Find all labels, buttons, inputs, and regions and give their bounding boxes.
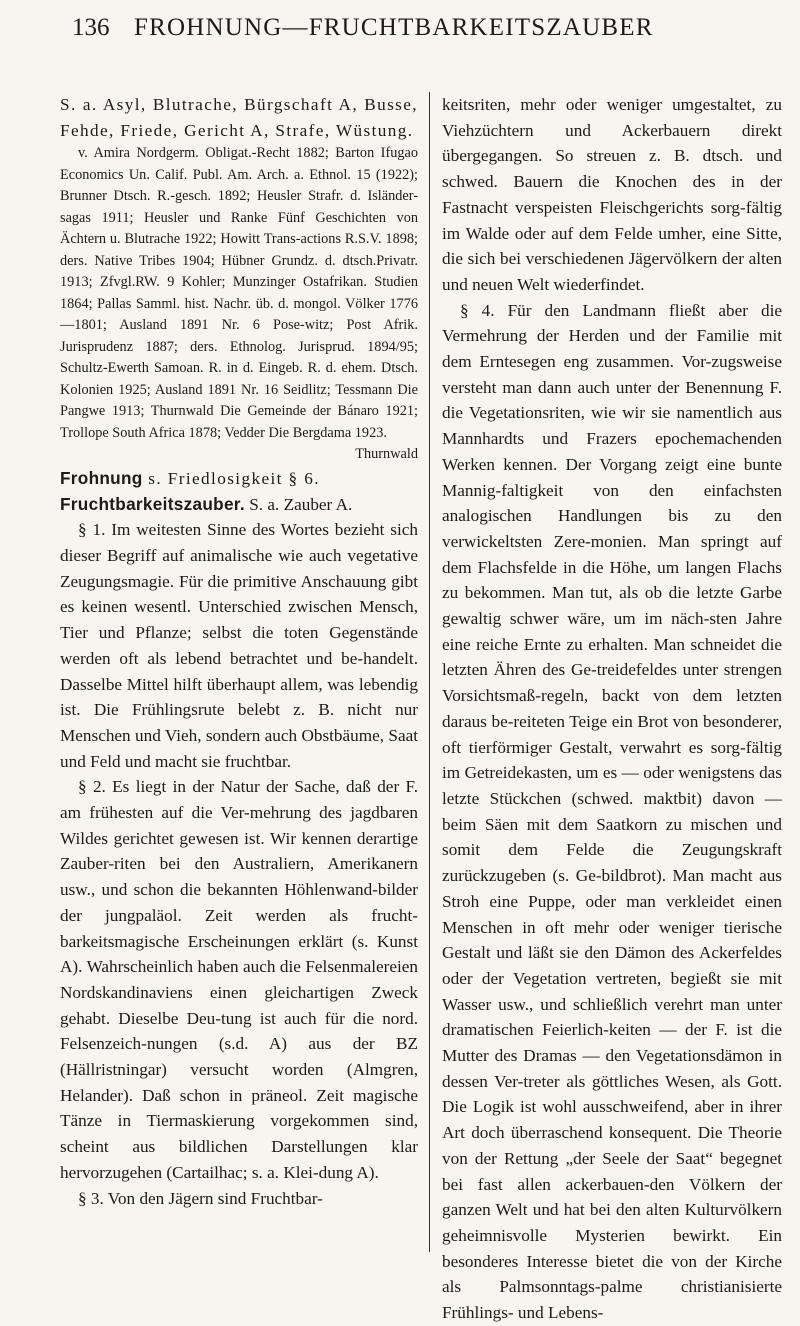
cross-reference: s. Friedlosigkeit § 6. <box>142 468 320 488</box>
page-header <box>0 0 800 70</box>
right-column <box>442 92 782 1326</box>
section-3-start: § 3. Von den Jägern sind Fruchtbar- <box>78 1188 323 1208</box>
cross-reference: S. a. Zauber A. <box>244 494 353 514</box>
section-4: § 4. Für den Landmann fließt aber die Vermehrung der Herden und der Familie mit dem Erntesegen eng zusammen. Vor-zugsweise versteht man dann auch unter der Benennung F. die Vegetationsriten, wie wir sie namentlich aus Mannhardts und Frazers epochemachenden Werken kennen. Der Vorgang zeigt eine bunte Mannig-faltigkeit von den einfachsten analogischen Handlungen bis zu den verwickeltsten Zere-monien. Man springt auf dem Flachsfelde in die Höhe, um langen Flachs zu bekommen. Man tut, als ob die letzte Garbe gewaltig schwer wäre, um im näch-sten Jahre eine reiche Ernte zu erhalten. Man schneidet die letzten Ähren des Ge-treidefeldes unter strengen Vorsichtsmaß-regeln, backt von dem letzten daraus be-reiteten Teige ein Brot von besonderer, oft tierförmiger Gestalt, verwahrt es sorg-fältig im Getreidekasten, um es — oder wenigstens das letzte Stückchen (schwed. maktbit) davon — beim Säen mit dem Saatkorn zu mischen und somit dem Felde die Zeugungskraft zurückzugeben (s. Ge-bildbrot). Man macht aus Stroh eine Puppe, oder man verkleidet einen Menschen in oft mehr oder weniger tierische Gestalt und läßt sie den Dämon des Ackerfeldes oder der Vegetation vertreten, begießt sie mit Wasser usw., und schließlich verehrt man unter dramatischen Feierlich-keiten — der F. ist die Mutter des Dramas — den Vegetationsdämon in dessen Ver-treter als göttliches Wesen, als Gott. Die Logik ist wohl ausschweifend, aber in ihrer Art doch überraschend konsequent. Die Theorie von der Rettung „der Seele der Saat“ begegnet bei fast allen ackerbauen-den Völkern der ganzen Welt und hat bei den alten Kulturvölkern geheimnisvolle Mysterien bewirkt. Ein besonderes Interesse bietet die von der Kirche als Palmsonntags-palme christianisierte Frühlings- und Lebens- <box>442 300 782 1323</box>
entry-headword: Fruchtbarkeitszauber. <box>60 493 245 514</box>
entry-headword: Frohnung <box>60 467 143 488</box>
page-number: 136 <box>72 14 110 41</box>
bibliography: v. Amira Nordgerm. Obligat.-Recht 1882; Barton Ifugao Economics Un. Calif. Publ. Am. Arch. a. Ethnol. 15 (1922); Brunner Dtsch. R.-gesch. 1892; Heusler Strafr. d. Isländer-sagas 1911; Heusler und Ranke Fünf Geschichten von Ächtern u. Blutrache 1922; Howitt Trans-actions R.S.V. 1898; ders. Native Tribes 1904; Hübner Grundz. d. dtsch.Privatr. 1913; Zfvgl.RW. 9 Kohler; Munzinger Ostafrikan. Studien 1864; Pallas Samml. hist. Nachr. üb. d. mongol. Völker 1776—1801; Ausland 1891 Nr. 6 Pose-witz; Post Afrik. Jurisprudenz 1887; ders. Ethnolog. Jurisprud. 1894/95; Schultz-Ewerth Samoan. R. in d. Eingeb. R. d. ehem. Dtsch. Kolonien 1925; Ausland 1891 Nr. 16 Seidlitz; Tessmann Die Pangwe 1913; Thurnwald Die Gemeinde der Bánaro 1921; Trollope South Africa 1878; Vedder Die Bergdama 1923. <box>60 145 418 441</box>
left-column <box>60 92 418 1211</box>
section-2: § 2. Es liegt in der Natur der Sache, daß der F. am frühesten auf die Ver-mehrung des jagdbaren Wildes gerichtet gewesen ist. Wir kennen derartige Zauber-riten bei den Australiern, Amerikanern usw., und schon die bekannten Höhlenwand-bilder der jungpaläol. Zeit werden als frucht-barkeitsmagische Erscheinungen erklärt (s. Kunst A). Wahrscheinlich haben auch die Felsenmalereien Nordskandinaviens einen gleichartigen Zweck gehabt. Dieselbe Deu-tung ist auch für die nord. Felsenzeich-nungen (s.d. A) aus der BZ (Hällristningar) versucht worden (Almgren, Helander). Daß schon in präneol. Zeit magische Tänze in Tiermaskierung vorgekommen sind, scheint aus bildlichen Darstellungen klar hervorzugehen (Cartailhac; s. a. Klei-dung A). <box>60 777 418 1182</box>
entry-frohnung <box>60 466 418 492</box>
section-1: § 1. Im weitesten Sinne des Wortes bezieht sich dieser Begriff auf animalische wie auch vegetative Zeugungsmagie. Für die primitive Anschauung gibt es keinen wesentl. Unterschied zwischen Mensch, Tier und Pflanze; selbst die toten Gegenstände werden oft als lebend betrachtet und be-handelt. Dasselbe Mittel hilft überhaupt allem, was lebendig ist. Die Frühlingsrute belebt z. B. nicht nur Menschen und Vieh, sondern auch Obstbäume, Saat und Feld und macht sie fruchtbar. <box>60 520 418 771</box>
section-3-continued: keitsriten, mehr oder weniger umgestaltet, zu Viehzüchtern und Ackerbauern direkt übergegangen. So streuen z. B. dtsch. und schwed. Bauern die Knochen des in der Fastnacht verspeisten Fleischgerichts sorg-fältig im Walde oder auf dem Felde umher, eine Sitte, die sich bei verschiedenen Jägervölkern der alten und neuen Welt wiederfindet. <box>442 95 782 294</box>
asyl-see-also: S. a. Asyl, Blutrache, Bürgschaft A, Busse, Fehde, Friede, Gericht A, Strafe, Wüstung. <box>60 95 418 140</box>
author-signature: Thurnwald <box>355 446 418 463</box>
running-title: FROHNUNG—FRUCHTBARKEITSZAUBER <box>134 14 654 41</box>
entry-fruchtbarkeitszauber <box>60 492 418 518</box>
column-divider <box>429 92 430 1252</box>
